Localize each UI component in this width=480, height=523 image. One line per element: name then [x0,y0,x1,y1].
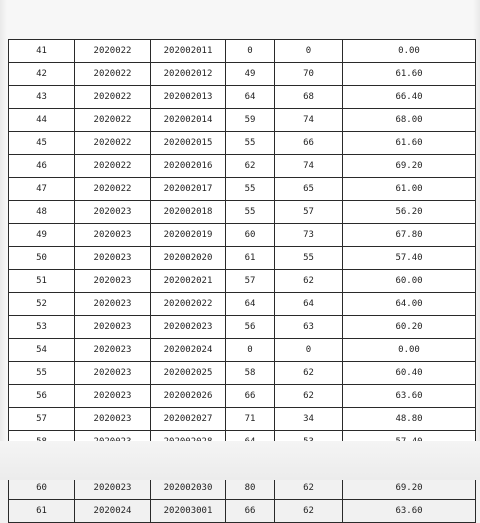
id-cell: 202002019 [151,224,226,247]
group-cell: 2020023 [75,224,151,247]
score-b-cell: 0 [275,40,343,63]
total-cell: 60.00 [343,270,476,293]
score-sheet [8,39,476,516]
score-a-cell: 62 [226,155,275,178]
group-cell: 2020023 [75,385,151,408]
seq-cell: 52 [9,293,75,316]
total-cell: 67.80 [343,224,476,247]
group-cell: 2020023 [75,362,151,385]
score-b-cell: 55 [275,247,343,270]
id-cell: 202002014 [151,109,226,132]
id-cell: 202003001 [151,500,226,523]
table-row [9,132,476,155]
group-cell: 2020024 [75,500,151,523]
score-b-cell: 64 [275,293,343,316]
id-cell: 202002012 [151,63,226,86]
seq-cell: 48 [9,201,75,224]
seq-cell: 61 [9,500,75,523]
id-cell: 202002026 [151,385,226,408]
id-cell: 202002015 [151,132,226,155]
table-row [9,362,476,385]
total-cell: 57.40 [343,247,476,270]
group-cell: 2020022 [75,40,151,63]
id-cell: 202002011 [151,40,226,63]
score-b-cell: 62 [275,362,343,385]
score-b-cell: 66 [275,132,343,155]
score-a-cell: 60 [226,224,275,247]
group-cell: 2020022 [75,155,151,178]
seq-cell: 44 [9,109,75,132]
table-row [9,293,476,316]
total-cell: 61.60 [343,132,476,155]
group-cell: 2020022 [75,178,151,201]
score-b-cell: 74 [275,109,343,132]
table-row [9,109,476,132]
seq-cell: 49 [9,224,75,247]
table-row [9,86,476,109]
id-cell: 202002025 [151,362,226,385]
table-row [9,408,476,431]
seq-cell: 45 [9,132,75,155]
total-cell: 56.20 [343,201,476,224]
group-cell: 2020023 [75,477,151,500]
score-a-cell: 61 [226,247,275,270]
score-a-cell: 64 [226,293,275,316]
group-cell: 2020023 [75,270,151,293]
table-row [9,178,476,201]
id-cell: 202002030 [151,477,226,500]
total-cell: 61.60 [343,63,476,86]
seq-cell: 46 [9,155,75,178]
table-row [9,63,476,86]
total-cell: 63.60 [343,500,476,523]
id-cell: 202002024 [151,339,226,362]
score-a-cell: 55 [226,201,275,224]
seq-cell: 60 [9,477,75,500]
total-cell: 68.00 [343,109,476,132]
id-cell: 202002013 [151,86,226,109]
score-a-cell: 64 [226,86,275,109]
seq-cell: 47 [9,178,75,201]
group-cell: 2020023 [75,316,151,339]
score-b-cell: 62 [275,270,343,293]
total-cell: 69.20 [343,477,476,500]
total-cell: 63.60 [343,385,476,408]
seq-cell: 41 [9,40,75,63]
score-b-cell: 63 [275,316,343,339]
group-cell: 2020022 [75,109,151,132]
group-cell: 2020023 [75,247,151,270]
total-cell: 0.00 [343,40,476,63]
id-cell: 202002027 [151,408,226,431]
table-row [9,155,476,178]
seq-cell: 57 [9,408,75,431]
score-a-cell: 71 [226,408,275,431]
score-a-cell: 58 [226,362,275,385]
score-a-cell: 55 [226,132,275,155]
score-a-cell: 59 [226,109,275,132]
score-a-cell: 66 [226,500,275,523]
group-cell: 2020022 [75,63,151,86]
id-cell: 202002016 [151,155,226,178]
total-cell: 0.00 [343,339,476,362]
id-cell: 202002020 [151,247,226,270]
score-a-cell: 57 [226,270,275,293]
table-row [9,40,476,63]
score-a-cell: 66 [226,385,275,408]
score-a-cell: 0 [226,40,275,63]
score-b-cell: 62 [275,477,343,500]
table-row [9,385,476,408]
score-b-cell: 57 [275,201,343,224]
table-row [9,316,476,339]
total-cell: 60.40 [343,362,476,385]
score-a-cell: 55 [226,178,275,201]
score-b-cell: 65 [275,178,343,201]
group-cell: 2020023 [75,293,151,316]
group-cell: 2020022 [75,86,151,109]
seq-cell: 50 [9,247,75,270]
group-cell: 2020023 [75,201,151,224]
table-row [9,247,476,270]
seq-cell: 51 [9,270,75,293]
score-b-cell: 68 [275,86,343,109]
table-row [9,339,476,362]
score-b-cell: 62 [275,385,343,408]
id-cell: 202002018 [151,201,226,224]
total-cell: 66.40 [343,86,476,109]
seq-cell: 43 [9,86,75,109]
score-a-cell: 56 [226,316,275,339]
score-a-cell: 0 [226,339,275,362]
score-b-cell: 74 [275,155,343,178]
score-b-cell: 62 [275,500,343,523]
seq-cell: 55 [9,362,75,385]
score-a-cell: 80 [226,477,275,500]
id-cell: 202002023 [151,316,226,339]
score-b-cell: 70 [275,63,343,86]
group-cell: 2020023 [75,408,151,431]
table-row [9,500,476,523]
seq-cell: 56 [9,385,75,408]
table-row [9,201,476,224]
seq-cell: 42 [9,63,75,86]
table-row [9,224,476,247]
score-b-cell: 34 [275,408,343,431]
total-cell: 61.00 [343,178,476,201]
seq-cell: 54 [9,339,75,362]
id-cell: 202002022 [151,293,226,316]
total-cell: 64.00 [343,293,476,316]
score-b-cell: 73 [275,224,343,247]
id-cell: 202002021 [151,270,226,293]
page-bottom-margin [0,441,480,480]
seq-cell: 53 [9,316,75,339]
total-cell: 69.20 [343,155,476,178]
total-cell: 60.20 [343,316,476,339]
group-cell: 2020022 [75,132,151,155]
total-cell: 48.80 [343,408,476,431]
score-a-cell: 49 [226,63,275,86]
table-row [9,270,476,293]
group-cell: 2020023 [75,339,151,362]
score-b-cell: 0 [275,339,343,362]
id-cell: 202002017 [151,178,226,201]
